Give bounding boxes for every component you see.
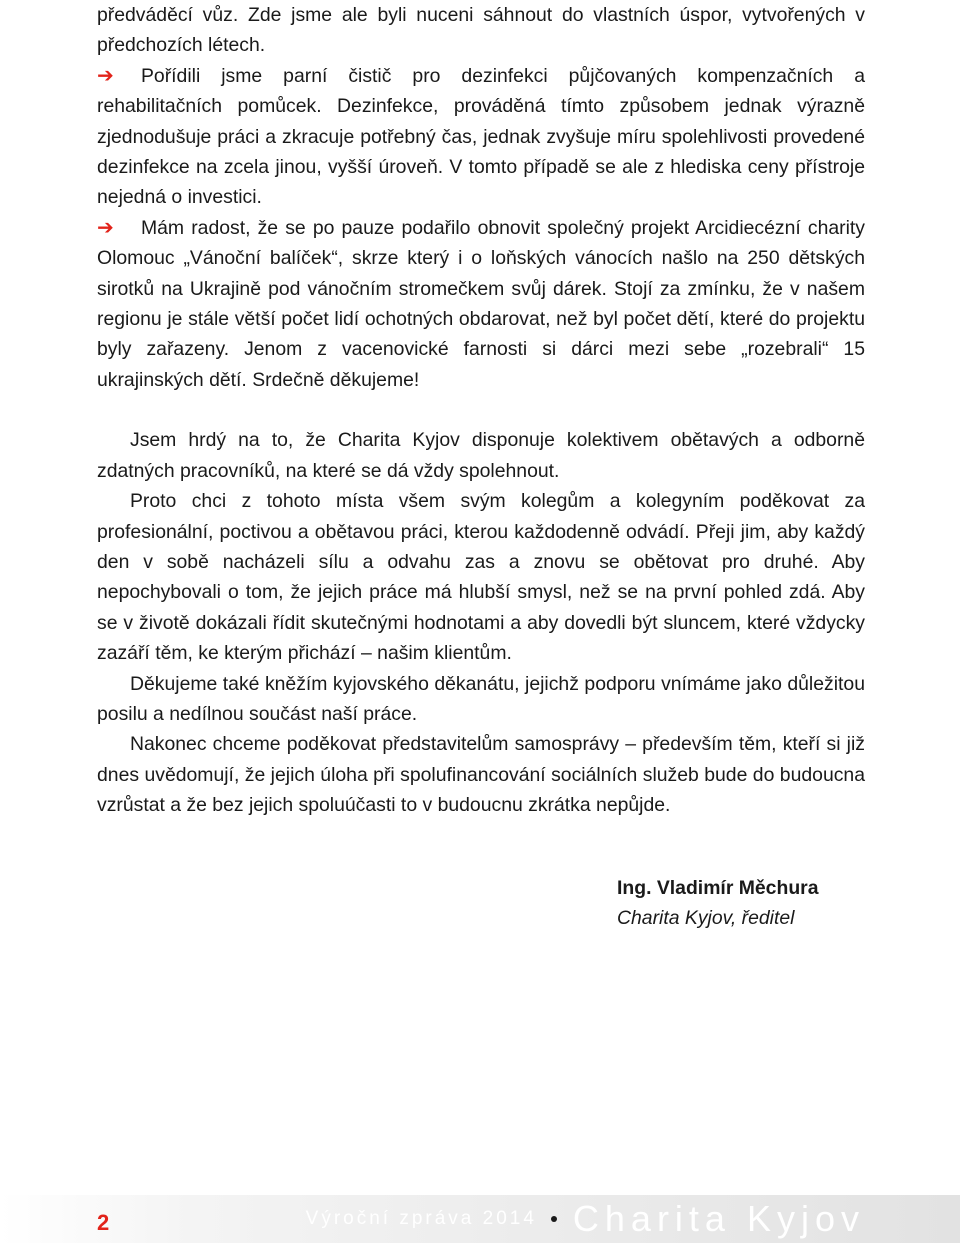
bullet-text: Mám radost, že se po pauze podařilo obnovit společný projekt Arcidiecézní charity Olomouc „Vánoční balíček“, skrze který i o loňských vánocích našlo na 250 dětských sirotků na Ukrajině pod vánočním stromečkem svůj dárek. Stojí za zmínku, že v našem regionu je stále větší počet lidí ochotných obdarovat, než byl počet dětí, které do projektu byly zařazeny. Jenom z vacenovické farnosti si dárci mezi sebe „rozebrali“ 15 ukrajinských dětí. Srdečně děkujeme!: [97, 216, 865, 391]
paragraph-thanks-colleagues: Proto chci z tohoto místa všem svým kolegům a kolegyním poděkovat za profesionální, poctivou a obětavou práci, kterou každodenně odvádí. Přeji jim, aby každý den v sobě nacházeli sílu a odvahu zas a znovu se obětovat pro druhé. Aby nepochybovali o tom, že jejich práce má hlubší smysl, než se na první pohled zdá. Aby se v životě dokázali řídit skutečnými hodnotami a aby dovedli být sluncem, které vždycky zazáří těm, ke kterým přichází – našim klientům.: [97, 490, 865, 665]
signature-block: [617, 873, 819, 933]
footer-report-label: Výroční zpráva 2014: [305, 1208, 537, 1229]
paragraph-gap: [97, 395, 865, 425]
page-number: 2: [97, 1210, 110, 1235]
footer-title: [306, 1198, 865, 1240]
page-body: [97, 0, 865, 821]
paragraph-continuation: předváděcí vůz. Zde jsme ale byli nuceni sáhnout do vlastních úspor, vytvořených v předchozích létech.: [97, 4, 865, 57]
paragraph-proud-team: Jsem hrdý na to, že Charita Kyjov disponuje kolektivem obětavých a odborně zdatných pracovníků, na které se dá vždy spolehnout.: [97, 429, 865, 482]
signature-role: Charita Kyjov, ředitel: [617, 907, 795, 929]
footer-brand-name: Charita Kyjov: [572, 1198, 865, 1239]
signature-name: Ing. Vladimír Měchura: [617, 877, 819, 899]
bullet-dot-icon: [551, 1216, 557, 1222]
paragraph-thanks-priests: Děkujeme také kněžím kyjovského děkanátu, jejichž podporu vnímáme jako důležitou posilu a nedílnou součást naší práce.: [97, 672, 865, 725]
bullet-text: Pořídili jsme parní čistič pro dezinfekci půjčovaných kompenzačních a rehabilitačních pomůcek. Dezinfekce, prováděná tímto způsobem jednak výrazně zjednodušuje práci a zkracuje potřebný čas, jednak zvyšuje míru spolehlivosti provedené dezinfekce na zcela jinou, vyšší úroveň. V tomto případě se ale z hlediska ceny přístroje nejedná o investici.: [97, 64, 865, 209]
arrow-right-icon: ➔: [97, 64, 114, 87]
paragraph-thanks-government: Nakonec chceme poděkovat představitelům samosprávy – především těm, kteří si již dnes uvědomují, že jejich úloha při spolufinancování sociálních služeb bude do budoucna vzrůstat a že bez jejich spoluúčasti to v budoucnu zkrátka nepůjde.: [97, 733, 865, 817]
bullet-item-steam-cleaner: [97, 61, 865, 213]
arrow-right-icon: ➔: [97, 216, 114, 239]
bullet-item-christmas-package: [97, 213, 865, 395]
